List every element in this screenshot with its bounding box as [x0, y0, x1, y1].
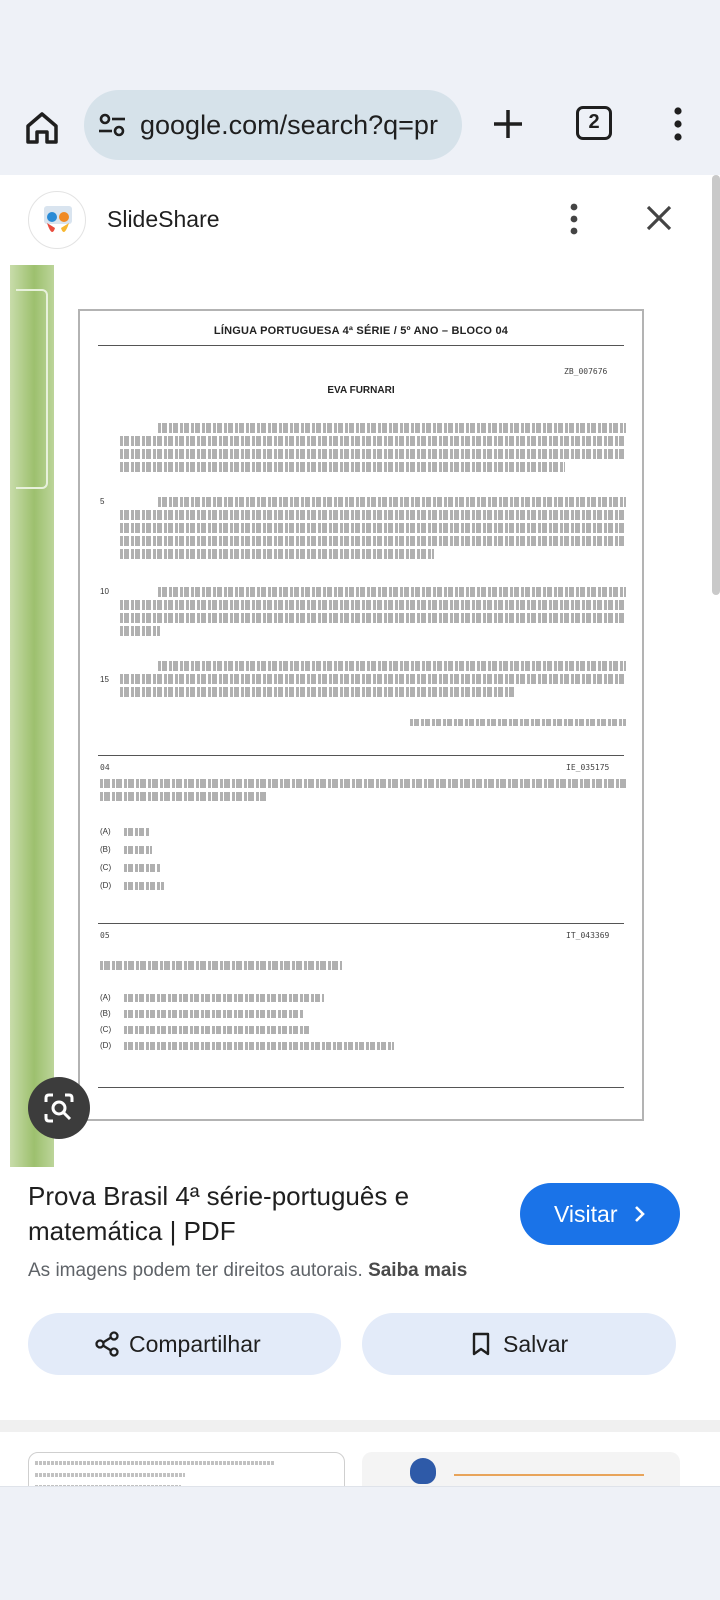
close-button[interactable] — [640, 199, 678, 237]
paragraph-4 — [120, 661, 626, 700]
document-page: LÍNGUA PORTUGUESA 4ª SÉRIE / 5º ANO – BLOCO 04 ZB_007676 EVA FURNARI 5 10 15 04 IE_035175 (A) (B) (C) (D) 05 IT_043369 (A) (B) (C) (D) — [78, 309, 644, 1121]
result-title[interactable]: Prova Brasil 4ª série-português e matemática | PDF — [28, 1181, 410, 1246]
question-code: IE_035175 — [566, 763, 610, 772]
close-icon — [640, 199, 678, 237]
bookmark-icon — [468, 1331, 494, 1357]
option-d: (D) — [100, 1041, 394, 1051]
document-title: EVA FURNARI — [327, 385, 395, 396]
browser-menu-button[interactable] — [664, 104, 692, 144]
question-number: 05 — [100, 931, 110, 940]
url-text[interactable]: google.com/search?q=pr — [140, 110, 438, 140]
paragraph-2 — [120, 497, 626, 562]
learn-more-link[interactable]: Saiba mais — [368, 1260, 468, 1281]
related-thumbnail[interactable] — [362, 1452, 680, 1486]
slideshare-logo-icon — [29, 192, 87, 250]
navigation-bar — [0, 1486, 720, 1600]
question-2-text — [100, 961, 626, 974]
paragraph-3 — [120, 587, 626, 639]
option-c: (C) — [100, 1025, 310, 1035]
related-images — [0, 1420, 720, 1486]
document-header: LÍNGUA PORTUGUESA 4ª SÉRIE / 5º ANO – BLOCO 04 — [213, 325, 509, 337]
sheet-more-button[interactable] — [562, 197, 586, 241]
tab-switcher-button[interactable]: 2 — [576, 106, 612, 140]
tune-icon[interactable] — [98, 112, 126, 138]
status-bar — [0, 0, 720, 88]
document-spine — [10, 265, 54, 1167]
question-1-text — [100, 779, 626, 805]
scrollbar[interactable] — [712, 175, 720, 595]
brand-logo-icon — [410, 1458, 436, 1484]
home-icon — [20, 106, 64, 150]
home-button[interactable] — [20, 106, 64, 150]
option-a: (A) — [100, 993, 324, 1003]
option-a: (A) — [100, 827, 150, 837]
option-b: (B) — [100, 845, 152, 855]
question-number: 04 — [100, 763, 110, 772]
google-lens-button[interactable] — [28, 1077, 90, 1139]
lens-icon — [43, 1092, 75, 1124]
chevron-right-icon — [632, 1204, 648, 1224]
more-vert-icon — [562, 197, 586, 241]
source-line — [120, 719, 626, 729]
copyright-text: As imagens podem ter direitos autorais. — [28, 1260, 363, 1281]
option-c: (C) — [100, 863, 160, 873]
address-bar[interactable] — [84, 90, 462, 160]
item-code: ZB_007676 — [564, 367, 608, 376]
question-code: IT_043369 — [566, 931, 610, 940]
option-d: (D) — [100, 881, 164, 891]
option-b: (B) — [100, 1009, 304, 1019]
site-favicon — [28, 191, 86, 249]
plus-icon — [488, 104, 528, 144]
image-detail-sheet — [0, 175, 720, 1420]
save-button[interactable] — [362, 1313, 676, 1375]
share-button[interactable] — [28, 1313, 341, 1375]
new-tab-button[interactable] — [488, 104, 528, 144]
share-label: Compartilhar — [129, 1331, 261, 1357]
visit-button[interactable] — [520, 1183, 680, 1245]
browser-toolbar — [0, 88, 720, 174]
save-label: Salvar — [503, 1331, 569, 1357]
related-thumbnail[interactable] — [28, 1452, 345, 1486]
image-preview[interactable] — [10, 265, 710, 1167]
more-vert-icon — [664, 104, 692, 144]
paragraph-1 — [120, 423, 626, 475]
site-name[interactable]: SlideShare — [107, 206, 220, 232]
copyright-notice — [28, 1257, 467, 1285]
visit-label: Visitar — [554, 1201, 618, 1227]
share-icon — [94, 1331, 120, 1357]
